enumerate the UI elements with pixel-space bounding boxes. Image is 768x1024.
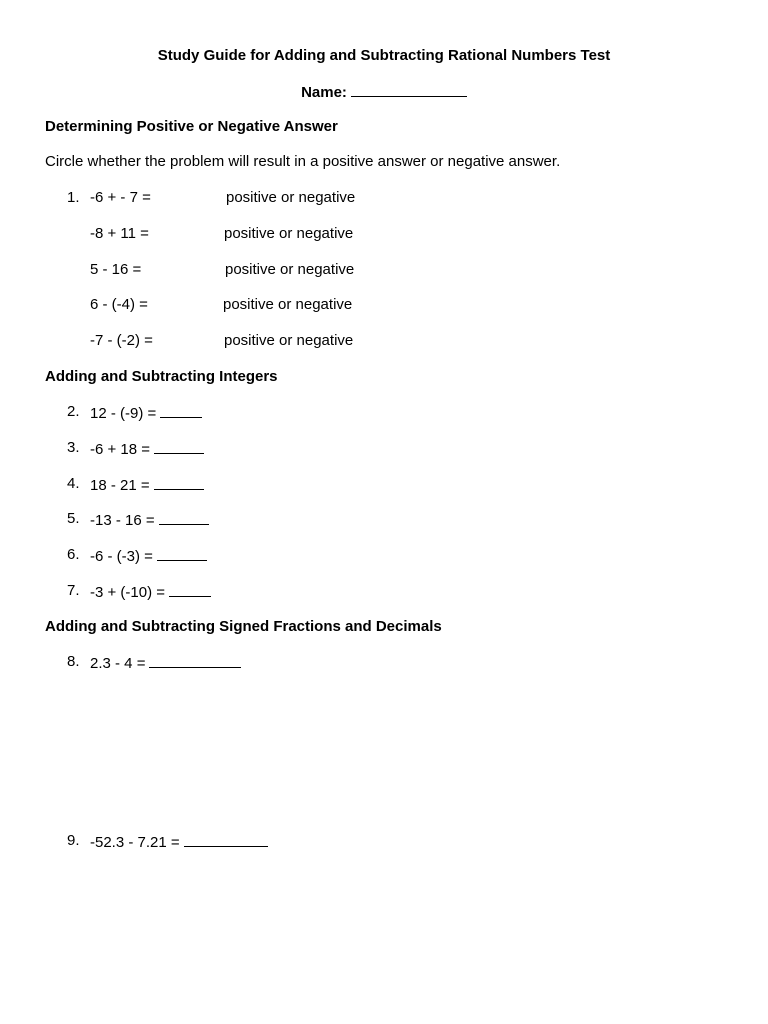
item-number: 7. [67,582,80,599]
problem-row [90,403,202,423]
problem-text: 2.3 - 4 = [90,655,146,672]
problem-text: 12 - (-9) = [90,405,157,422]
section-heading-positive-negative: Determining Positive or Negative Answer [45,118,338,135]
answer-blank[interactable] [169,582,211,597]
answer-choice[interactable]: positive or negative [225,261,355,278]
item-number: 3. [67,439,80,456]
answer-choice[interactable]: positive or negative [223,296,353,313]
problem-text: -7 - (-2) = [90,332,153,349]
answer-blank[interactable] [160,403,202,418]
item-number: 2. [67,403,80,420]
answer-choice[interactable]: positive or negative [224,225,354,242]
item-number: 9. [67,832,80,849]
name-blank[interactable] [351,82,467,97]
section-heading-fractions-decimals: Adding and Subtracting Signed Fractions and Decimals [45,618,442,635]
problem-text: -13 - 16 = [90,512,155,529]
problem-text: -3 + (-10) = [90,584,166,601]
problem-row [90,510,209,530]
problem-row [90,439,204,459]
item-number: 4. [67,475,80,492]
answer-choice[interactable]: positive or negative [226,189,356,206]
problem-text: 5 - 16 = [90,261,142,278]
page-title: Study Guide for Adding and Subtracting Rational Numbers Test [157,47,611,64]
item-number: 6. [67,546,80,563]
problem-text: 18 - 21 = [90,477,150,494]
answer-blank[interactable] [157,546,207,561]
problem-text: -52.3 - 7.21 = [90,834,180,851]
name-line [0,82,768,102]
item-number: 1. [67,189,80,206]
name-label: Name: [301,84,347,101]
item-number: 5. [67,510,80,527]
problem-text: -6 + 18 = [90,441,151,458]
problem-row [90,832,268,852]
answer-blank[interactable] [159,510,209,525]
answer-blank[interactable] [154,475,204,490]
problem-text: 6 - (-4) = [90,296,148,313]
problem-text: -6 - (-3) = [90,548,153,565]
problem-row [90,582,211,602]
answer-blank[interactable] [149,653,241,668]
problem-text: -8 + 11 = [90,225,149,242]
answer-blank[interactable] [184,832,268,847]
section-instructions: Circle whether the problem will result in a positive answer or negative answer. [45,153,561,170]
answer-choice[interactable]: positive or negative [224,332,354,349]
problem-row [90,546,207,566]
item-number: 8. [67,653,80,670]
section-heading-integers: Adding and Subtracting Integers [45,368,278,385]
problem-row [90,475,204,495]
answer-blank[interactable] [154,439,204,454]
problem-row [90,653,241,673]
problem-text: -6 + - 7 = [90,189,151,206]
